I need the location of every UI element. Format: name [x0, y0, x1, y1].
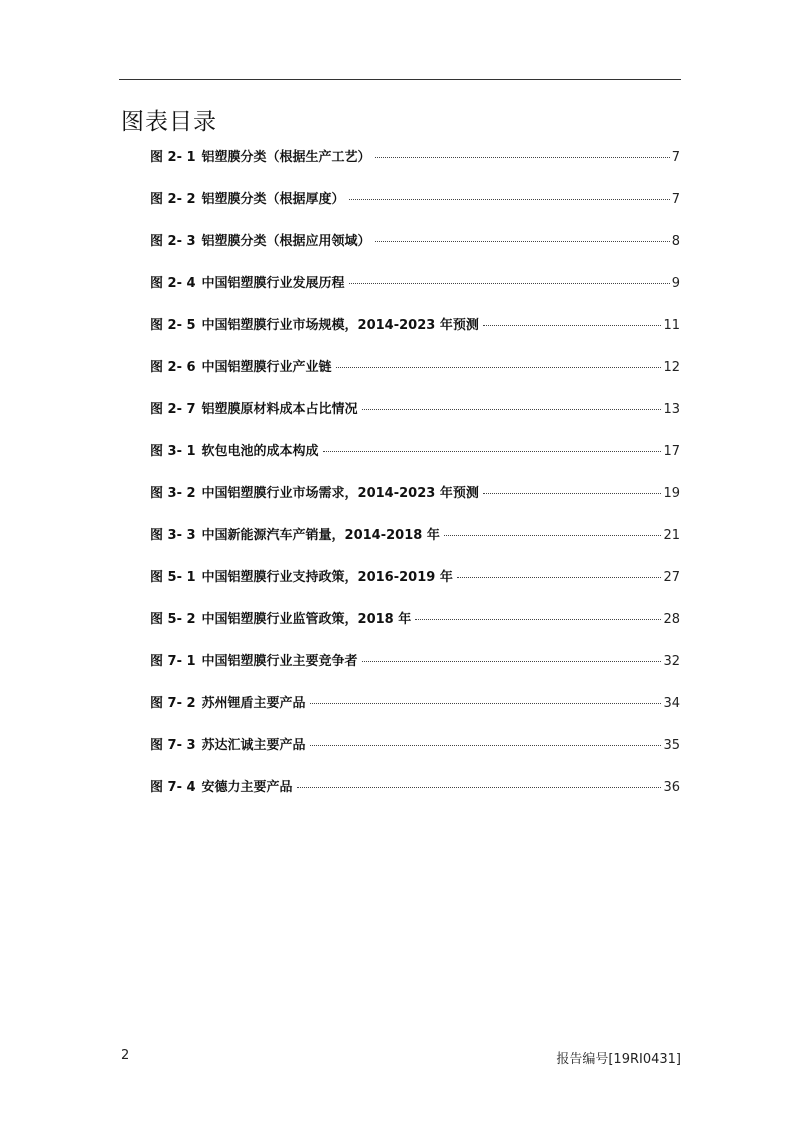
toc-dot-leader	[336, 367, 662, 368]
toc-entry-page: 32	[663, 654, 680, 669]
toc-entry-label	[150, 652, 358, 672]
toc-entry-text: 铝塑膜分类（根据应用领域）	[201, 234, 371, 249]
toc-dot-leader	[375, 241, 670, 242]
toc-entry-text: 中国新能源汽车产销量，2014-2018 年	[201, 528, 440, 543]
toc-entry[interactable]	[150, 190, 680, 232]
toc-entry-number: 图 2- 5	[150, 318, 196, 333]
toc-entry-page: 35	[663, 738, 680, 753]
toc-entry-label	[150, 400, 358, 420]
toc-entry-text: 中国铝塑膜行业市场规模，2014-2023 年预测	[201, 318, 479, 333]
toc-entry-number: 图 7- 1	[150, 654, 196, 669]
toc-entry[interactable]	[150, 736, 680, 778]
toc-entry-number: 图 2- 2	[150, 192, 196, 207]
toc-entry[interactable]	[150, 442, 680, 484]
toc-entry[interactable]	[150, 232, 680, 274]
toc-entry[interactable]	[150, 610, 680, 652]
toc-dot-leader	[415, 619, 661, 620]
toc-entry-number: 图 2- 3	[150, 234, 196, 249]
toc-entry-page: 34	[663, 696, 680, 711]
toc-entry-page: 19	[663, 486, 680, 501]
toc-entry-label	[150, 568, 453, 588]
toc-entry-page: 21	[663, 528, 680, 543]
toc-entry-label	[150, 610, 411, 630]
toc-dot-leader	[483, 493, 662, 494]
toc-entry-text: 中国铝塑膜行业监管政策，2018 年	[201, 612, 412, 627]
toc-list	[150, 148, 680, 820]
toc-entry-number: 图 7- 2	[150, 696, 196, 711]
toc-dot-leader	[457, 577, 662, 578]
toc-entry-label	[150, 442, 319, 462]
toc-entry-label	[150, 316, 479, 336]
toc-entry-number: 图 3- 3	[150, 528, 196, 543]
toc-dot-leader	[323, 451, 662, 452]
toc-entry[interactable]	[150, 484, 680, 526]
toc-entry-number: 图 2- 1	[150, 150, 196, 165]
toc-entry[interactable]	[150, 526, 680, 568]
header-rule	[119, 79, 681, 80]
toc-dot-leader	[297, 787, 662, 788]
toc-entry-label	[150, 358, 332, 378]
footer-page-number: 2	[121, 1048, 130, 1063]
toc-entry-page: 36	[663, 780, 680, 795]
toc-entry-page: 27	[663, 570, 680, 585]
toc-entry-label	[150, 736, 306, 756]
toc-entry-text: 铝塑膜分类（根据生产工艺）	[201, 150, 371, 165]
toc-entry-label	[150, 274, 345, 294]
toc-entry[interactable]	[150, 694, 680, 736]
toc-entry-text: 安德力主要产品	[201, 780, 293, 795]
toc-entry-page: 7	[671, 150, 680, 165]
toc-entry-text: 中国铝塑膜行业市场需求，2014-2023 年预测	[201, 486, 479, 501]
toc-entry-text: 铝塑膜分类（根据厚度）	[201, 192, 345, 207]
toc-entry-label	[150, 484, 479, 504]
toc-entry-number: 图 2- 6	[150, 360, 196, 375]
toc-entry-page: 13	[663, 402, 680, 417]
toc-entry[interactable]	[150, 148, 680, 190]
toc-entry-label	[150, 190, 345, 210]
toc-entry-label	[150, 148, 371, 168]
toc-entry-label	[150, 778, 293, 798]
toc-entry-page: 9	[671, 276, 680, 291]
toc-entry[interactable]	[150, 316, 680, 358]
toc-title: 图表目录	[121, 109, 217, 135]
toc-entry-text: 中国铝塑膜行业支持政策，2016-2019 年	[201, 570, 453, 585]
toc-entry-text: 中国铝塑膜行业主要竞争者	[201, 654, 358, 669]
toc-dot-leader	[349, 199, 670, 200]
toc-entry-number: 图 3- 2	[150, 486, 196, 501]
toc-dot-leader	[483, 325, 662, 326]
toc-entry[interactable]	[150, 568, 680, 610]
toc-dot-leader	[444, 535, 662, 536]
toc-entry[interactable]	[150, 778, 680, 820]
toc-entry-page: 12	[663, 360, 680, 375]
toc-entry-number: 图 7- 3	[150, 738, 196, 753]
toc-entry-text: 铝塑膜原材料成本占比情况	[201, 402, 358, 417]
toc-dot-leader	[310, 745, 662, 746]
toc-dot-leader	[362, 661, 662, 662]
toc-entry-number: 图 5- 1	[150, 570, 196, 585]
toc-entry[interactable]	[150, 400, 680, 442]
toc-entry-page: 11	[663, 318, 680, 333]
toc-dot-leader	[310, 703, 662, 704]
toc-entry-number: 图 2- 4	[150, 276, 196, 291]
toc-entry[interactable]	[150, 358, 680, 400]
toc-entry-page: 28	[663, 612, 680, 627]
toc-entry-text: 苏达汇诚主要产品	[201, 738, 306, 753]
toc-entry-label	[150, 526, 440, 546]
toc-entry-page: 7	[671, 192, 680, 207]
toc-entry-text: 苏州锂盾主要产品	[201, 696, 306, 711]
toc-entry[interactable]	[150, 274, 680, 316]
toc-entry-number: 图 3- 1	[150, 444, 196, 459]
toc-entry-text: 软包电池的成本构成	[201, 444, 319, 459]
toc-dot-leader	[375, 157, 670, 158]
toc-entry-number: 图 2- 7	[150, 402, 196, 417]
toc-entry-page: 17	[663, 444, 680, 459]
toc-dot-leader	[362, 409, 662, 410]
toc-entry-text: 中国铝塑膜行业发展历程	[201, 276, 345, 291]
toc-dot-leader	[349, 283, 670, 284]
toc-entry-text: 中国铝塑膜行业产业链	[201, 360, 332, 375]
toc-entry[interactable]	[150, 652, 680, 694]
toc-entry-number: 图 7- 4	[150, 780, 196, 795]
toc-entry-label	[150, 694, 306, 714]
toc-entry-page: 8	[671, 234, 680, 249]
toc-entry-number: 图 5- 2	[150, 612, 196, 627]
toc-entry-label	[150, 232, 371, 252]
footer-report-code: 报告编号[19RI0431]	[556, 1052, 681, 1067]
